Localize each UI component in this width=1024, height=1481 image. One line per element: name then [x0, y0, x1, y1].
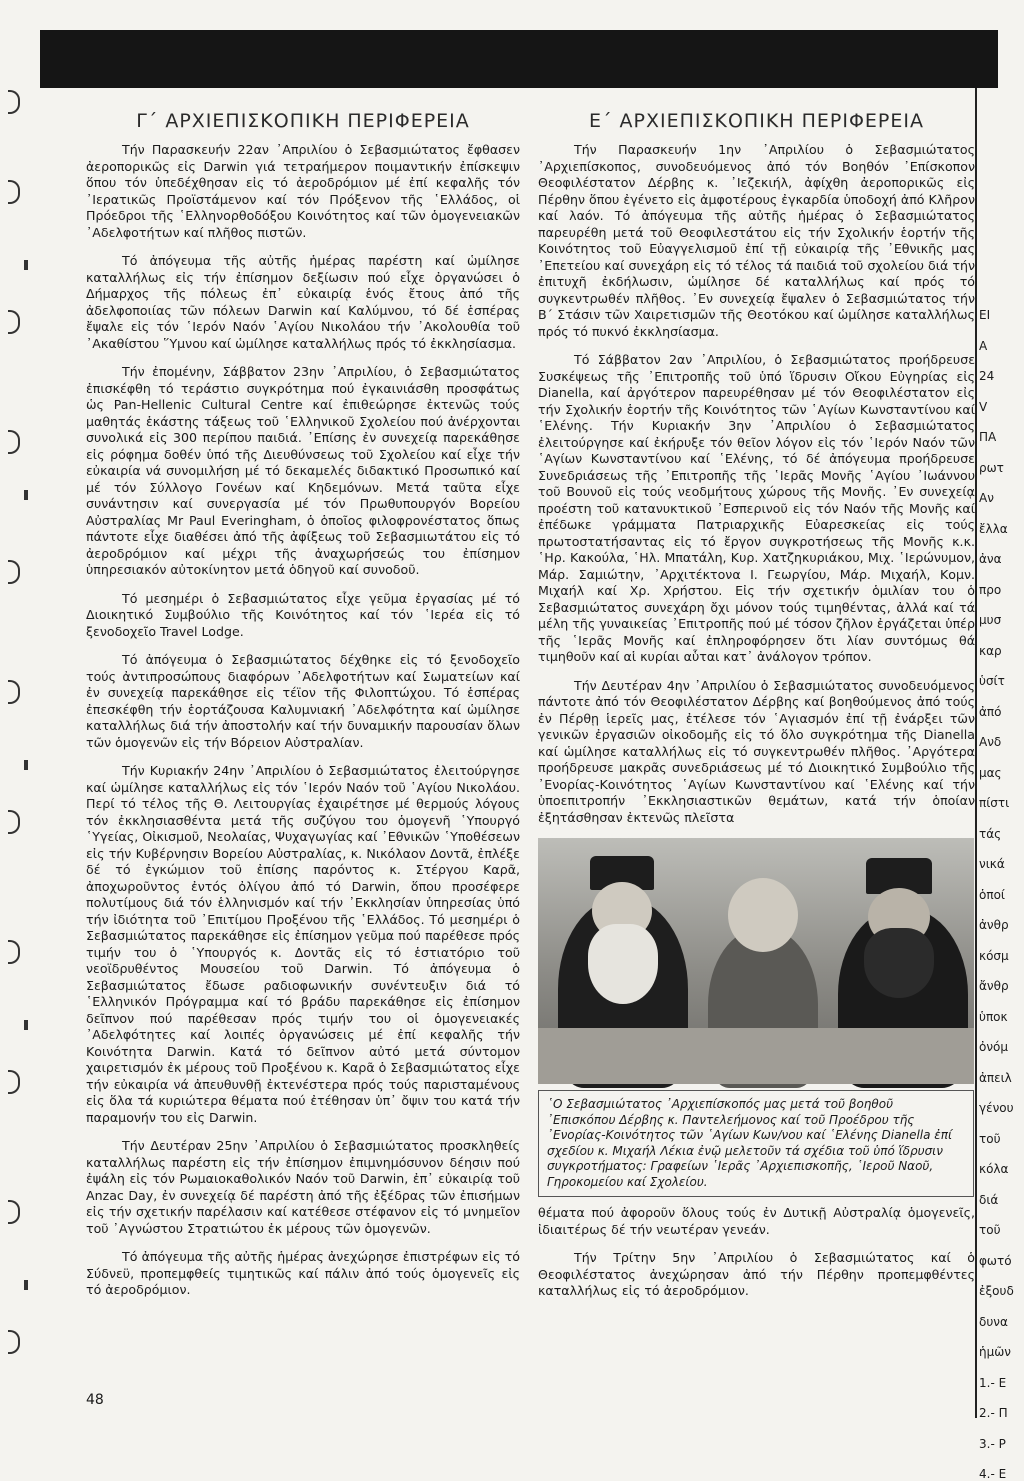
photo-caption: ῾Ο Σεβασμιώτατος ᾽Αρχιεπίσκοπός μας μετά τοῦ βοηθοῦ ᾽Επισκόπου Δέρβης κ. Παντελεήμονος καί τοῦ Προέδρου τῆς ᾽Ενορίας-Κοινότητος τῶν ῾Αγίων Κων/νου καί ῾Ελένης Dianella ἐπί σχεδίου κ. Μιχαήλ Λέκια ἐνῷ μελετοῦν τά σχέδια τοῦ ὑπό ἵδρυσιν συγκροτήματος: Γραφείων ῾Ιερᾶς ᾽Αρχιεπισκοπῆς, ῾Ιεροῦ Ναοῦ, Γηροκομείου καί Σχολείου.: [538, 1090, 974, 1197]
left-paragraph: Τό ἀπόγευμα τῆς αὐτῆς ἡμέρας ἀνεχώρησε ἐπιστρέφων εἰς τό Σύδνεϋ, προπεμφθείς τιμητικῶς καί πάλιν ἀπό τούς ὁμογενεῖς εἰς τό ἀεροδρόμιον.: [86, 1249, 520, 1297]
binding-ring: [8, 1070, 20, 1094]
page-number: 48: [86, 1392, 104, 1408]
binding-ring: [8, 180, 20, 204]
next-page-text: μυσ: [979, 613, 1002, 627]
next-page-text: ΠΑ: [979, 430, 997, 444]
photo-plans-table: [538, 1028, 974, 1084]
group-photo: [538, 838, 974, 1084]
next-page-text: πίστι: [979, 796, 1010, 810]
binding-ring: [8, 1330, 20, 1354]
right-paragraph: θέματα πού ἀφοροῦν ὅλους τούς ἐν Δυτικῇ Αὐστραλίᾳ ὁμογενεῖς, ἰδιαιτέρως δέ τήν νεωτέραν γενεάν.: [538, 1205, 975, 1237]
next-page-text: γένου: [979, 1101, 1014, 1115]
next-page-text: Αν: [979, 491, 994, 505]
next-page-text: τοῦ: [979, 1131, 1001, 1146]
top-scan-band: [30, 30, 998, 88]
left-column-heading: Γ΄ ΑΡΧΙΕΠΙΣΚΟΠΙΚΗ ΠΕΡΙΦΕΡΕΙΑ: [136, 110, 470, 132]
right-paragraph: Τήν Δευτέραν 4ην ᾽Απριλίου ὁ Σεβασμιώτατος συνοδευόμενος πάντοτε ἀπό τόν Θεοφιλέστατον Δέρβης καί βοηθούμενος ἀπό τούς ἐν Πέρθῃ ἱερεῖς μας, ἐτέλεσε τόν ῾Αγιασμόν ἐπί τῇ ἐνάρξει τῶν γενικῶν ἐργασιῶν οἰκοδομῆς εἰς τό ὅλο συγκρότημα τῆς Dianella καί ὡμίλησε καταλλήλως εἰς τό συγκεντρωθέν πλῆθος. ᾽Αργότερα προήδρευσε μακρᾶς συνεδριάσεως μέ τό Διοικητικό Συμβούλιο τῆς ᾽Ενορίας-Κοινότητος ῾Αγίων Κωνσταντίνου καί ῾Ελένης καί τήν ὑποεπιτροπήν ᾽Εκκλησιαστικῶν θεμάτων, κατά τήν ὁποίαν ἐξητάσθησαν ἐκτενῶς πλεῖστα: [538, 677, 975, 825]
next-page-text: δυνα: [979, 1314, 1008, 1329]
next-page-text: ἀνα: [979, 552, 1002, 566]
binding-ring: [8, 810, 20, 834]
binding-ring: [8, 1200, 20, 1224]
next-page-text: ἐξουδ: [979, 1284, 1014, 1298]
next-page-text: προ: [979, 582, 1002, 597]
photo-beard-left: [588, 924, 658, 1004]
next-page-text: ἡμῶν: [979, 1345, 1011, 1359]
photo-beard-right: [864, 928, 934, 998]
binding-edge: [0, 60, 30, 1430]
next-page-text: 1.- Ε: [979, 1375, 1007, 1390]
next-page-text: ἀνθρ: [979, 918, 1009, 932]
right-paragraph: Τήν Τρίτην 5ην ᾽Απριλίου ὁ Σεβασμιώτατος καί ὁ Θεοφιλέστατος ἀνεχώρησαν ἀπό τήν Πέρθην προπεμφθέντες καταλλήλως εἰς τό ἀεροδρόμιον.: [538, 1250, 975, 1298]
left-paragraph: Τό ἀπόγευμα ὁ Σεβασμιώτατος δέχθηκε εἰς τό ξενοδοχεῖο τούς ἀντιπροσώπους διαφόρων ᾽Αδελφοτήτων καί Σωματείων καί ἐν συνεχείᾳ παρεκάθησε εἰς τέϊον τῆς Φιλοπτώχου. Τό ἑσπέρας ἐπεσκέφθη τήν ἑορτάζουσα Καλυμνιακή ᾽Αδελφότητα καί ὡμίλησε καταλλήλως διά τήν ἀποστολήν καί τήν δυναμικήν παρουσίαν ὅλων τῶν ὁμογενῶν εἰς τήν Βόρειον Αὐστραλίαν.: [86, 652, 520, 750]
band-gap: [30, 30, 40, 88]
next-page-text: ὑσίτ: [979, 674, 1005, 688]
binding-ring: [8, 560, 20, 584]
right-paragraph: Τήν Παρασκευήν 1ην ᾽Απριλίου ὁ Σεβασμιώτατος ᾽Αρχιεπίσκοπος, συνοδευόμενος ἀπό τόν Βοηθόν ᾽Επίσκοπον Θεοφιλέστατον Δέρβης κ. ᾽Ιεζεκιήλ, ἀφίχθη ἀεροπορικῶς εἰς Πέρθην ὅπου ἐγένετο εἰς ἀμφοτέρους ἐγκαρδία ὑποδοχή ἀπό Κλῆρον καί λαόν. Τό ἀπόγευμα τῆς αὐτῆς ἡμέρας ὁ Σεβασμιώτατος παρευρέθη μετά τοῦ Θεοφιλεστάτου εἰς τήν Σχολικήν ἑορτήν τῆς Κοινότητος τοῦ Εὐαγγελισμοῦ ἐπί τῇ εὐκαιρίᾳ τῆς ᾽Εθνικῆς μας ᾽Επετείου καί συνεχάρη εἰς τό τέλος τά παιδιά τοῦ σχολείου διά τήν ἐπιτυχῆ ἐκδήλωσιν, ὡμίλησε δέ καταλλήλως καί πρός τό συγκεντρωθέν πλῆθος. ᾽Εν συνεχείᾳ ἔψαλεν ὁ Σεβασμιώτατος τήν Β΄ Στάσιν τῶν Χαιρετισμῶν τῆς Θεοτόκου καί ὡμίλησε καταλλήλως πρός τό πυκνό ἐκκλησίασμα.: [538, 142, 975, 339]
next-page-text: διά: [979, 1192, 999, 1207]
next-page-text: 4.- Ε: [979, 1467, 1007, 1481]
next-page-text: κόσμ: [979, 948, 1009, 963]
next-page-text: 2.- Π: [979, 1406, 1008, 1420]
next-page-text: τάς: [979, 826, 1002, 841]
next-page-text: ὑποκ: [979, 1009, 1008, 1024]
left-paragraph: Τήν Κυριακήν 24ην ᾽Απριλίου ὁ Σεβασμιώτατος ἐλειτούργησε καί ὡμίλησε καταλλήλως εἰς τόν ῾Ιερόν Ναόν τοῦ ῾Αγίου Νικολάου. Περί τό τέλος τῆς Θ. Λειτουργίας ἐχαιρέτησε μέ θερμούς λόγους τόν ἐκκλησιασθέντα μετά τῆς συζύγου του ὁμογενῆ ῾Υπουργό ῾Υγείας, Οἰκισμοῦ, Νεολαίας, Ψυχαγωγίας καί ᾽Εθνικῶν ῾Υποθέσεων εἰς τήν Κυβέρνησιν Βορείου Αὐστραλίας, κ. Νικόλαον Δοντᾶ, ἐπλέξε δέ τό ἐγκώμιον τοῦ ἐπίσης παρόντος κ. Στέργου Καρᾶ, ἀποχωροῦντος ἐντός ὀλίγου ἀπό τό Darwin, ὅπου προσέφερε πολυτίμους διά τόν ἑλληνισμόν καί τήν ᾽Εκκλησίαν ὑπηρεσίας ὑπό τήν ἰδιότητα τοῦ ᾽Επιτίμου Προξένου τῆς ῾Ελλάδος. Τό μεσημέρι ὁ Σεβασμιώτατος παρεκάθησε εἰς ἐπίσημον γεῦμα πού παρέθεσε πρός τιμήν του ὁ ῾Υπουργός κ. Δοντᾶς εἰς τό ἑστιατόριο τοῦ νεοϊδρυθέντος Μουσείου τοῦ Darwin. Τό ἀπόγευμα ὁ Σεβασμιώτατος ἔδωσε ραδιοφωνικήν συνέντευξιν διά τό ῾Ελληνικόν Πρόγραμμα καί τό βράδυ παρεκάθησε εἰς ἐπίσημον δεῖπνον πού παρέθεσαν πρός τιμήν του οἱ ὁμογενειακές ᾽Αδελφότητες καί λοιπές ὀργανώσεις μέ ἐπί κεφαλῆς τήν Κοινότητα Darwin. Κατά τό δεῖπνον αὐτό μετά σύντομον χαιρετισμόν ἐκ μέρους τοῦ Προξένου κ. Καρᾶ ὁ Σεβασμιώτατος εἶχε τήν εὐκαιρία νά ἀπευθυνθῇ ἐκτενέστερα πρός τούς παρισταμένους εἰς ὅλα τά κυριώτερα θέματα πού ἐτέθησαν ὑπ᾽ ὄψιν του κατά τήν παραμονήν του εἰς Darwin.: [86, 763, 520, 1125]
next-page-text: μας: [979, 765, 1002, 780]
next-page-text: φωτό: [979, 1253, 1012, 1268]
right-paragraph: Τό Σάββατον 2αν ᾽Απριλίου, ὁ Σεβασμιώτατος προήδρευσε Συσκέψεως τῆς ᾽Επιτροπῆς τοῦ ὑπό ἵδρυσιν Οἴκου Εὐγηρίας εἰς Dianella, καί ἀργότερον παρευρέθησαν μέ τόν Θεοφιλέστατον εἰς τήν Σχολικήν ἑορτήν τῆς Κοινότητος τῶν ῾Αγίων Κωνσταντίνου καί ῾Ελένης. Τήν Κυριακήν 3ην ᾽Απριλίου ὁ Σεβασμιώτατος ἐλειτούργησε καί ἐκήρυξε τόν θεῖον λόγον εἰς τόν ῾Ιερόν Ναόν τῶν ῾Αγίων Κωνσταντίνου καί ῾Ελένης, τό δέ ἀπόγευμα προήδρευσε Συνεδριάσεως τῆς ᾽Επιτροπῆς τῆς ῾Ιερᾶς Μονῆς ῾Αγίου ᾽Ιωάννου τοῦ Βουνοῦ εἰς τούς νεοδμήτους χώρους τῆς Μονῆς. ᾽Εν συνεχείᾳ προέστη τοῦ κατανυκτικοῦ ᾽Εσπερινοῦ εἰς τόν Ναόν τῆς Μονῆς καί ἐπέδωκε γράμματα Πατριαρχικῆς Εὐαρεσκείας εἰς τούς πρωτοστατήσαντας εἰς τό ἔργον συγκροτήσεως τῆς Μονῆς κ.κ. ῾Ηρ. Κακούλα, ῾Ηλ. Μπατάλη, Κυρ. Χατζηκυριάκου, Μιχ. ῾Ιερώνυμον, Μάρ. Σαμιώτην, ᾽Αρχιτέκτονα Ι. Γεωργίου, Μάρ. Μιχαήλ, Κομν. Μιχαήλ καί Χρ. Χρήστου. Εἰς τήν σχετικήν ὁμιλίαν του ὁ Σεβασμιώτατος συνεχάρη ὄχι μόνον τούς τιμηθέντας, ἀλλά καί τά μέλη τῆς γυναικείας ᾽Επιτροπῆς πού μέ τόσον ζῆλον ἐργάζεται ὑπέρ τῆς ῾Ιερᾶς Μονῆς καί ἐπληροφόρησεν ὅτι λίαν συντόμως θά τιμηθοῦν καί αἱ κυρίαι αὗται κατ᾽ ἀνάλογον τρόπον.: [538, 352, 975, 664]
binding-ring: [8, 90, 20, 114]
next-page-text: κόλα: [979, 1162, 1009, 1176]
next-page-text: ὁποί: [979, 887, 1005, 902]
next-page-text: καρ: [979, 643, 1002, 658]
next-page-fragment: [977, 88, 1024, 1481]
right-column-heading: Ε΄ ΑΡΧΙΕΠΙΣΚΟΠΙΚΗ ΠΕΡΙΦΕΡΕΙΑ: [589, 110, 924, 132]
next-page-text: 3.- Ρ: [979, 1436, 1006, 1451]
left-paragraph: Τήν Δευτέραν 25ην ᾽Απριλίου ὁ Σεβασμιώτατος προσκληθείς καταλλήλως παρέστη εἰς τήν ἐπίσημον ἐπιμνημόσυνον δέησιν πού ἐψάλη εἰς τόν Ρωμαιοκαθολικόν Ναόν τοῦ Darwin, ἐπ᾽ εὐκαιρίᾳ τοῦ Anzac Day, ἐν συνεχείᾳ δέ παρέστη ἀπό τῆς ἐξέδρας τῶν ἐπισήμων εἰς τήν σχετικήν παρέλασιν καί κατέθεσε στέφανον εἰς τό μνημεῖον τοῦ ᾽Αγνώστου Στρατιώτου ἐκ μέρους τῶν ὁμογενῶν.: [86, 1138, 520, 1236]
next-page-text: ΕΙ: [979, 308, 991, 322]
next-page-text: 24: [979, 369, 995, 383]
photo-face-center: [728, 878, 798, 952]
left-paragraph: Τό ἀπόγευμα τῆς αὐτῆς ἡμέρας παρέστη καί ὡμίλησε καταλλήλως εἰς τήν ἐπίσημον δεξίωσιν πού εἶχε ὀργανώσει ὁ Δήμαρχος τῆς πόλεως ἐπ᾽ εὐκαιρίᾳ ἑνός ἔτους ἀπό τῆς ἀδελφοποιίας τῶν πόλεων Darwin καί Καλύμνου, τό δέ ἑσπέρας ἔψαλε εἰς τόν ῾Ιερόν Ναόν ῾Αγίου Νικολάου τήν ᾽Ακολουθία τοῦ ᾽Ακαθίστου ῞Υμνου καί ὡμίλησε καταλλήλως πρός τό ἐκκλησίασμα.: [86, 253, 520, 351]
binding-tick: [24, 490, 28, 500]
next-page-text: Ανδ: [979, 735, 1002, 749]
next-page-text: ἄνθρ: [979, 979, 1009, 993]
left-column: [86, 110, 520, 1311]
left-paragraph: Τό μεσημέρι ὁ Σεβασμιώτατος εἶχε γεῦμα ἐργασίας μέ τό Διοικητικό Συμβούλιο τῆς Κοινότητος καί τόν ῾Ιερέα εἰς τό ξενοδοχεῖο Travel Lodge.: [86, 590, 520, 639]
left-paragraph: Τήν Παρασκευήν 22αν ᾽Απριλίου ὁ Σεβασμιώτατος ἔφθασεν ἀεροπορικῶς εἰς Darwin γιά τετραήμερον ποιμαντικήν ἐπίσκεψιν ὅπου τόν ὑπεδέχθησαν εἰς τό ἀεροδρόμιον μέ ἐπί κεφαλῆς τόν ᾽Ιερατικῶς Προϊστάμενον καί τόν Πρόξενον τῆς ῾Ελλάδος, οἱ Πρόεδροι τῆς ῾Ελληνορθοδόξου Κοινότητος καί τῶν ὁμογενειακῶν ᾽Αδελφοτήτων καί πλῆθος πιστῶν.: [86, 142, 520, 240]
next-page-text: νικά: [979, 857, 1005, 871]
right-column: [538, 110, 975, 1312]
next-page-text: ἀπειλ: [979, 1070, 1012, 1085]
next-page-text: ρωτ: [979, 460, 1004, 475]
binding-tick: [24, 1280, 28, 1290]
next-page-text: ἔλλα: [979, 521, 1008, 536]
binding-ring: [8, 940, 20, 964]
binding-tick: [24, 260, 28, 270]
next-page-text: Α: [979, 338, 988, 353]
next-page-text: V: [979, 399, 988, 414]
next-page-text: ὀνόμ: [979, 1040, 1009, 1054]
binding-tick: [24, 760, 28, 770]
binding-ring: [8, 430, 20, 454]
binding-tick: [24, 1020, 28, 1030]
left-paragraph: Τήν ἐπομένην, Σάββατον 23ην ᾽Απριλίου, ὁ Σεβασμιώτατος ἐπισκέφθη τό τεράστιο συγκρότημα πού ἐγκαινιάσθη προσφάτως ὡς Pan-Hellenic Cultural Centre καί ἐπιθεώρησε ἐκτενῶς τούς μαθητάς ἑκάστης τάξεως τοῦ ῾Ελληνικοῦ Σχολείου πού ἀνέρχονται συνολικά εἰς 300 περίπου παιδιά. ᾽Επίσης ἐν συνεχείᾳ παρεκάθησε εἰς ρόφημα δοθέν ὑπό τῆς Διευθύνσεως τοῦ Σχολείου καί εἶχε τήν εὐκαιρία νά συνομιλήση μέ τό δεκαμελές διδακτικό Προσωπικό καί μέ τόν Σύλλογο Γονέων καί Κηδεμόνων. Μετά ταῦτα εἶχε συνάντησιν καί συνεργασία μέ τόν Πρωθυπουργόν Βορείου Αὐστραλίας Mr Paul Everingham, ὁ ὁποῖος φιλοφρονέστατος ὅπως πάντοτε εἶχε διαθέσει ἀπό τῆς ἀφίξεως τοῦ Σεβασμιωτάτου εἰς τό ἀεροδρόμιον καί μέχρι τῆς ἀναχωρήσεώς του ἐπίσημον ὑπηρεσιακόν αὐτοκίνητον μετά ὁδηγοῦ καί συνοδοῦ.: [86, 364, 520, 577]
next-page-text: τοῦ: [979, 1223, 1001, 1237]
binding-ring: [8, 310, 20, 334]
next-page-text: ἀπό: [979, 704, 1002, 719]
binding-ring: [8, 680, 20, 704]
